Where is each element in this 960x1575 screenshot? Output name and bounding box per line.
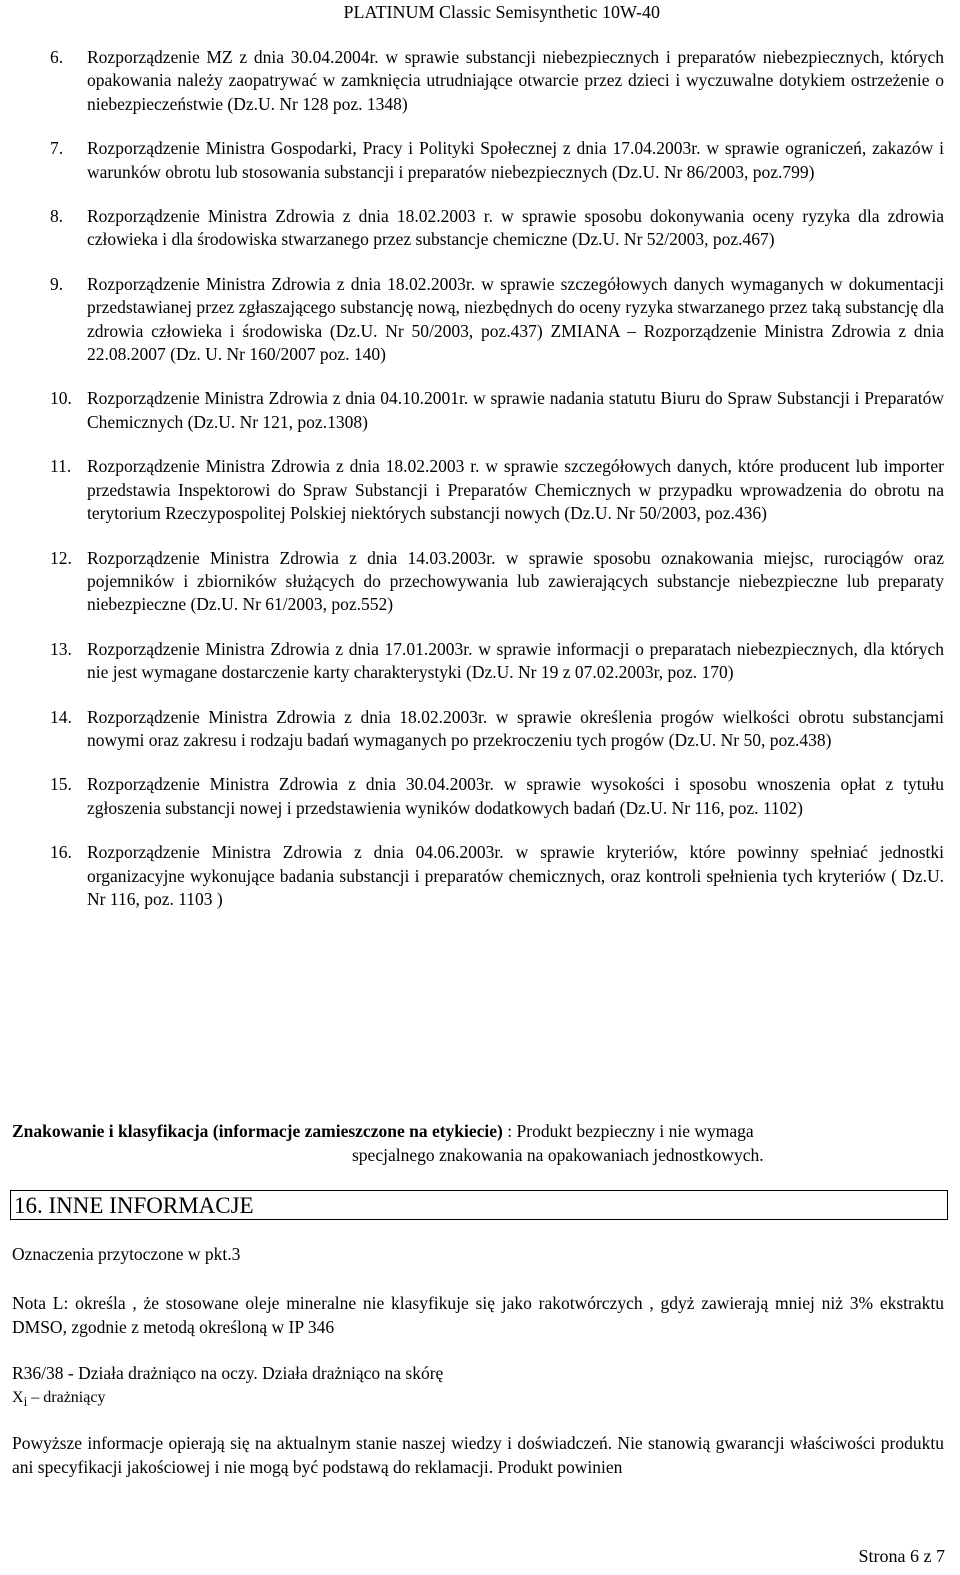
document-header-title: PLATINUM Classic Semisynthetic 10W-40 xyxy=(343,2,660,22)
xi-text: – drażniący xyxy=(27,1389,106,1406)
xi-symbol: X xyxy=(12,1389,24,1406)
regulation-text: Rozporządzenie Ministra Zdrowia z dnia 18.02.2003r. w sprawie szczegółowych danych wymaganych w dokumentacji przedstawianej przez zgłaszającego substancję nową, niezbędnych do oceny ryzyka stwarzanego przez taką substancję dla zdrowia człowieka i środowiska (Dz.U. Nr 50/2003, poz.437) ZMIANA – Rozporządzenie Ministra Zdrowia z dnia 22.08.2007 (Dz. U. Nr 160/2007 poz. 140) xyxy=(87,273,944,365)
regulation-text: Rozporządzenie Ministra Gospodarki, Pracy i Polityki Społecznej z dnia 17.04.2003r. w sprawie ograniczeń, zakazów i warunków obrotu lub stosowania substancji i preparatów niebezpiecznych (Dz.U. Nr 86/2003, poz.799) xyxy=(87,138,944,182)
regulation-item xyxy=(50,547,944,617)
regulation-text: Rozporządzenie Ministra Zdrowia z dnia 14.03.2003r. w sprawie sposobu oznakowania miejsc, rurociągów oraz pojemników i zbiorników służących do przechowywania lub zawierających substancje niebezpieczne lub preparaty niebezpieczne (Dz.U. Nr 61/2003, poz.552) xyxy=(87,547,944,615)
regulation-item xyxy=(50,841,944,911)
regulation-text: Rozporządzenie Ministra Zdrowia z dnia 04.10.2001r. w sprawie nadania statutu Biuru do Spraw Substancji i Preparatów Chemicznych (Dz.U. Nr 121, poz.1308) xyxy=(87,388,944,432)
regulation-text: Rozporządzenie Ministra Zdrowia z dnia 18.02.2003r. w sprawie określenia progów wielkości obrotu substancjami nowymi oraz zakresu i rodzaju badań wymaganych po przekroczeniu tych progów (Dz.U. Nr 50, poz.438) xyxy=(87,706,944,750)
labeling-text-1: Produkt bezpieczny i nie wymaga xyxy=(516,1121,754,1141)
section-header-box xyxy=(10,1190,948,1220)
r-phrase-paragraph: R36/38 - Działa drażniąco na oczy. Działa drażniąco na skórę xyxy=(12,1363,444,1383)
regulation-text: Rozporządzenie Ministra Zdrowia z dnia 04.06.2003r. w sprawie kryteriów, które powinny spełniać jednostki organizacyjne wykonujące badania substancji i preparatów chemicznych, oraz kontroli spełnienia tych kryteriów ( Dz.U. Nr 116, poz. 1103 ) xyxy=(87,842,944,909)
labeling-heading: Znakowanie i klasyfikacja (informacje zamieszczone na etykiecie) xyxy=(12,1121,503,1141)
labeling-text-2: specjalnego znakowania na opakowaniach jednostkowych. xyxy=(352,1144,764,1165)
regulation-number: 8. xyxy=(50,206,64,227)
regulation-item xyxy=(50,205,944,252)
regulation-text: Rozporządzenie Ministra Zdrowia z dnia 18.02.2003 r. w sprawie szczegółowych danych, które producent lub importer przedstawia Inspektorowi do Spraw Substancji i Preparatów Chemicznych w przypadku wprowadzenia do obrotu na terytorium Rzeczypospolitej Polskiej niektórych substancji nowych (Dz.U. Nr 50/2003, poz.436) xyxy=(87,456,944,524)
page-number: Strona 6 z 7 xyxy=(858,1546,945,1566)
regulations-list xyxy=(50,46,944,932)
regulation-item xyxy=(50,137,944,184)
section-title: 16. INNE INFORMACJE xyxy=(14,1193,254,1218)
xi-subscript: i xyxy=(23,1394,28,1410)
regulation-number: 14. xyxy=(50,706,72,727)
regulation-text: Rozporządzenie Ministra Zdrowia z dnia 17.01.2003r. w sprawie informacji o preparatach niebezpiecznych, dla których nie jest wymagane dostarczenie karty charakterystyki (Dz.U. Nr 19 z 07.02.2003r, poz. 170) xyxy=(87,638,944,683)
regulation-item xyxy=(50,638,944,685)
regulation-item xyxy=(50,46,944,116)
regulation-number: 16. xyxy=(50,842,72,863)
xi-symbol-line xyxy=(12,1386,944,1414)
markings-paragraph: Oznaczenia przytoczone w pkt.3 xyxy=(12,1244,241,1264)
regulation-item xyxy=(50,273,944,367)
regulation-item xyxy=(50,773,944,820)
regulation-number: 13. xyxy=(50,638,72,659)
regulation-number: 10. xyxy=(50,388,72,409)
regulation-item xyxy=(50,706,944,753)
labeling-block xyxy=(12,1120,944,1167)
regulation-number: 6. xyxy=(50,47,64,67)
regulation-number: 15. xyxy=(50,774,72,795)
regulation-text: Rozporządzenie MZ z dnia 30.04.2004r. w sprawie substancji niebezpiecznych i preparatów niebezpiecznych, których opakowania należy zaopatrywać w zamknięcia utrudniające otwarcie przez dzieci i wyczuwalne dotykiem ostrzeżenie o niebezpieczeństwie (Dz.U. Nr 128 poz. 1348) xyxy=(87,47,944,114)
regulation-number: 12. xyxy=(50,547,72,568)
labeling-line-1 xyxy=(12,1120,944,1144)
regulation-text: Rozporządzenie Ministra Zdrowia z dnia 18.02.2003 r. w sprawie sposobu dokonywania oceny ryzyka dla zdrowia człowieka i dla środowiska stwarzanego przez substancje chemiczne (Dz.U. Nr 52/2003, poz.467) xyxy=(87,206,944,250)
regulation-number: 9. xyxy=(50,273,64,294)
regulation-number: 7. xyxy=(50,138,64,159)
regulation-item xyxy=(50,455,944,525)
regulation-number: 11. xyxy=(50,456,72,477)
regulation-item xyxy=(50,387,944,434)
nota-l-paragraph: Nota L: określa , że stosowane oleje mineralne nie klasyfikuje się jako rakotwórczych , gdyż zawierają mniej niż 3% ekstraktu DMSO, zgodnie z metodą określoną w IP 346 xyxy=(12,1293,944,1337)
disclaimer-paragraph: Powyższe informacje opierają się na aktualnym stanie naszej wiedzy i doświadczeń. Nie stanowią gwarancji właściwości produktu ani specyfikacji jakościowej i nie mogą być podstawą do reklamacji. Produkt powinien xyxy=(12,1433,944,1477)
labeling-separator: : xyxy=(502,1121,517,1141)
regulation-text: Rozporządzenie Ministra Zdrowia z dnia 30.04.2003r. w sprawie wysokości i sposobu wnoszenia opłat z tytułu zgłoszenia substancji nowej i przedstawienia wyników dodatkowych badań (Dz.U. Nr 116, poz. 1102) xyxy=(87,774,944,818)
